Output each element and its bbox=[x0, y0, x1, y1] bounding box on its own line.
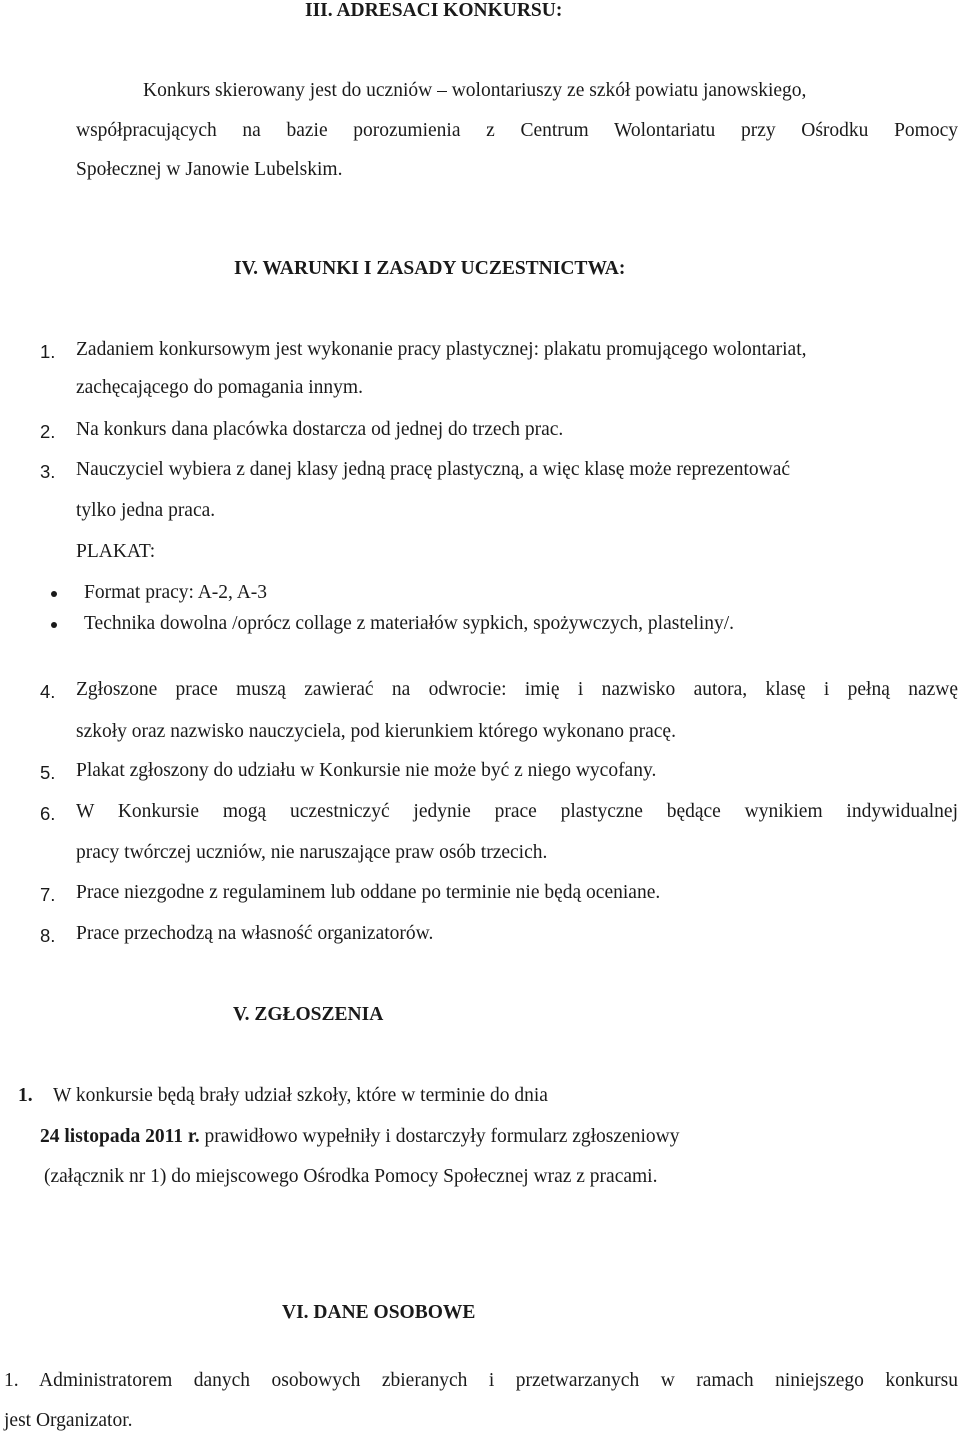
item-6-number: 6. bbox=[40, 803, 56, 824]
item-1-line-1: Zadaniem konkursowym jest wykonanie pracy plastycznej: plakatu promującego wolontariat, bbox=[76, 339, 807, 360]
item-6-line-2: pracy twórczej uczniów, nie naruszające praw osób trzecich. bbox=[76, 842, 548, 863]
section-5-line-1: W konkursie będą brały udział szkoły, które w terminie do dnia bbox=[53, 1085, 548, 1106]
section-5-heading: V. ZGŁOSZENIA bbox=[233, 1004, 384, 1025]
item-4-number: 4. bbox=[40, 681, 56, 702]
item-7-line-1: Prace niezgodne z regulaminem lub oddane po terminie nie będą oceniane. bbox=[76, 882, 661, 903]
section-3-heading: III. ADRESACI KONKURSU: bbox=[305, 0, 563, 21]
section-6-line-2: jest Organizator. bbox=[4, 1410, 133, 1431]
section-6-line-1: 1. Administratorem danych osobowych zbieranych i przetwarzanych w ramach niniejszego konkursu bbox=[4, 1370, 958, 1391]
section-5-item-number: 1. bbox=[18, 1085, 33, 1106]
section-3-line-3: Społecznej w Janowie Lubelskim. bbox=[76, 159, 343, 180]
bullet-technika: Technika dowolna /oprócz collage z materiałów sypkich, spożywczych, plasteliny/. bbox=[84, 613, 735, 634]
item-3-line-2: tylko jedna praca. bbox=[76, 500, 216, 521]
section-4-heading: IV. WARUNKI I ZASADY UCZESTNICTWA: bbox=[234, 258, 626, 279]
item-5-number: 5. bbox=[40, 762, 56, 783]
item-3-number: 3. bbox=[40, 461, 56, 482]
deadline-date: 24 listopada 2011 r. bbox=[40, 1126, 200, 1147]
item-8-number: 8. bbox=[40, 925, 56, 946]
bullet-format: Format pracy: A-2, A-3 bbox=[84, 582, 268, 603]
section-3-line-1: Konkurs skierowany jest do uczniów – wolontariuszy ze szkół powiatu janowskiego, bbox=[143, 80, 807, 101]
item-8-line-1: Prace przechodzą na własność organizatorów. bbox=[76, 923, 434, 944]
item-4-line-1: Zgłoszone prace muszą zawierać na odwrocie: imię i nazwisko autora, klasę i pełną nazwę bbox=[76, 679, 958, 700]
plakat-label: PLAKAT: bbox=[76, 541, 156, 562]
item-2-number: 2. bbox=[40, 421, 56, 442]
item-1-line-2: zachęcającego do pomagania innym. bbox=[76, 377, 363, 398]
item-4-line-2: szkoły oraz nazwisko nauczyciela, pod kierunkiem którego wykonano pracę. bbox=[76, 721, 676, 742]
item-6-line-1: W Konkursie mogą uczestniczyć jedynie prace plastyczne będące wynikiem indywidualnej bbox=[76, 801, 958, 822]
section-6-heading: VI. DANE OSOBOWE bbox=[282, 1302, 476, 1323]
section-5-line-2 bbox=[40, 1126, 679, 1148]
bullet-icon bbox=[51, 622, 57, 628]
item-5-line-1: Plakat zgłoszony do udziału w Konkursie nie może być z niego wycofany. bbox=[76, 760, 657, 781]
item-3-line-1: Nauczyciel wybiera z danej klasy jedną pracę plastyczną, a więc klasę może reprezentować bbox=[76, 459, 791, 480]
section-5-line-2-rest: prawidłowo wypełniły i dostarczyły formularz zgłoszeniowy bbox=[199, 1126, 680, 1147]
item-7-number: 7. bbox=[40, 884, 56, 905]
section-5-line-3: (załącznik nr 1) do miejscowego Ośrodka Pomocy Społecznej wraz z pracami. bbox=[44, 1166, 658, 1187]
section-3-line-2: współpracujących na bazie porozumienia z Centrum Wolontariatu przy Ośrodku Pomocy bbox=[76, 120, 958, 141]
bullet-icon bbox=[51, 591, 57, 597]
item-1-number: 1. bbox=[40, 341, 56, 362]
item-2-line-1: Na konkurs dana placówka dostarcza od jednej do trzech prac. bbox=[76, 419, 564, 440]
